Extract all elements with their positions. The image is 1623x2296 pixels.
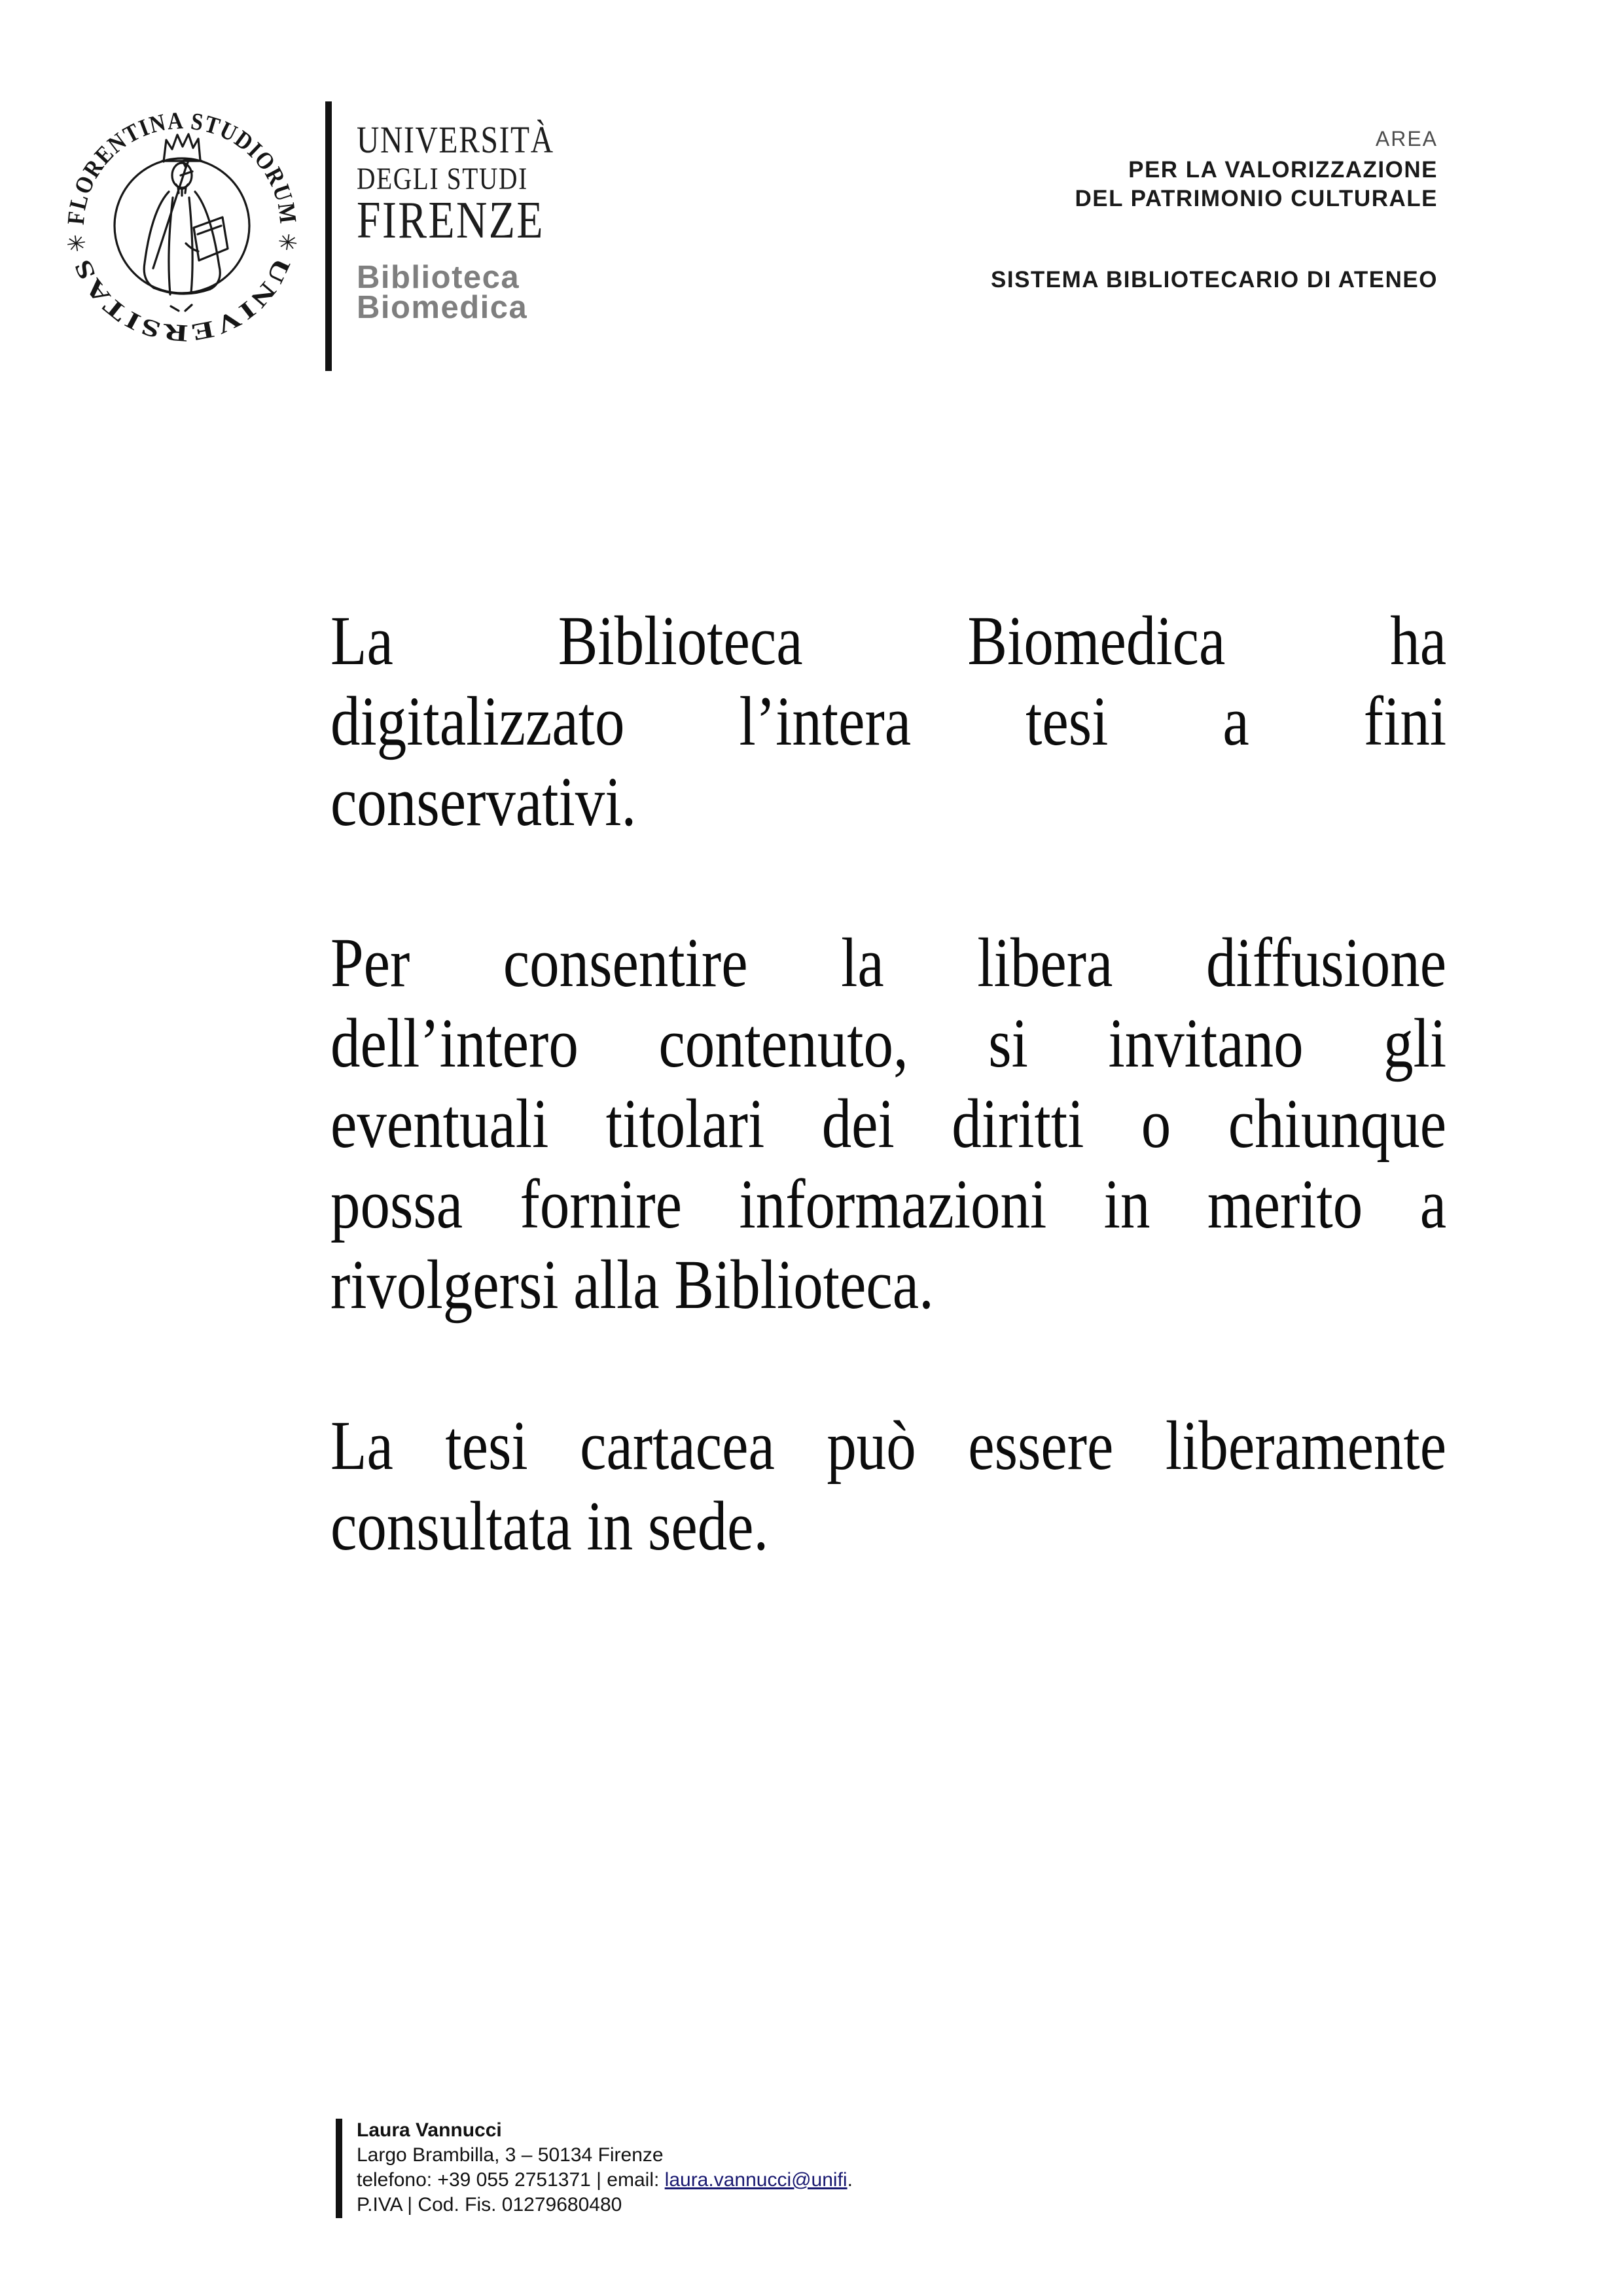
text-line: Per consentire la libera diffusione	[330, 925, 1447, 1002]
paragraph-3	[330, 1406, 1446, 1567]
email-suffix: .	[847, 2169, 853, 2191]
division-line2: DEL PATRIMONIO CULTURALE	[1075, 186, 1438, 211]
contact-name: Laura Vannucci	[357, 2119, 502, 2141]
area-label: AREA	[1375, 127, 1438, 150]
contact-fiscal-line: P.IVA | Cod. Fis. 01279680480	[357, 2194, 622, 2216]
text-line: conservativi.	[330, 764, 637, 841]
seal-bottom-text: UNIVERSITAS	[71, 254, 296, 347]
contact-address: Largo Brambilla, 3 – 50134 Firenze	[357, 2144, 664, 2166]
text-line: eventuali titolari dei diritti o chiunque	[330, 1086, 1447, 1163]
division-line1: PER LA VALORIZZAZIONE	[1128, 157, 1438, 183]
library-system-label: SISTEMA BIBLIOTECARIO DI ATENEO	[991, 267, 1438, 292]
contact-phone-email-line	[357, 2168, 853, 2193]
text-line: dell’intero contenuto, si invitano gli	[330, 1005, 1447, 1082]
footer-divider	[336, 2119, 342, 2218]
paragraph-2	[330, 923, 1446, 1326]
division-name	[1075, 156, 1438, 213]
text-line: La tesi cartacea può essere liberamente	[330, 1407, 1447, 1485]
library-name-line2: Biomedica	[357, 290, 528, 325]
footer-contact-block	[357, 2118, 853, 2217]
text-line: La Biblioteca Biomedica ha	[330, 603, 1447, 680]
library-name-line1: Biblioteca	[357, 260, 520, 295]
contact-phone-email-prefix: telefono: +39 055 2751371 | email:	[357, 2169, 665, 2191]
email-link[interactable]: laura.vannucci@unifi	[664, 2169, 847, 2191]
text-line: digitalizzato l’intera tesi a fini	[330, 683, 1447, 760]
text-line: rivolgersi alla Biblioteca.	[330, 1246, 934, 1324]
text-line: possa fornire informazioni in merito a	[330, 1166, 1447, 1243]
header-divider	[325, 101, 332, 371]
university-seal	[58, 98, 306, 357]
body-text	[330, 601, 1446, 1648]
paragraph-1	[330, 601, 1446, 843]
university-name-line2: DEGLI STUDI	[357, 162, 528, 196]
text-line: consultata in sede.	[330, 1488, 769, 1565]
university-name-line1: UNIVERSITÀ	[357, 118, 554, 161]
university-name-line3: FIRENZE	[357, 192, 544, 249]
seal-figure-icon	[144, 134, 228, 311]
seal-top-text: ✳ FLORENTINA STUDIORUM ✳	[62, 107, 302, 256]
